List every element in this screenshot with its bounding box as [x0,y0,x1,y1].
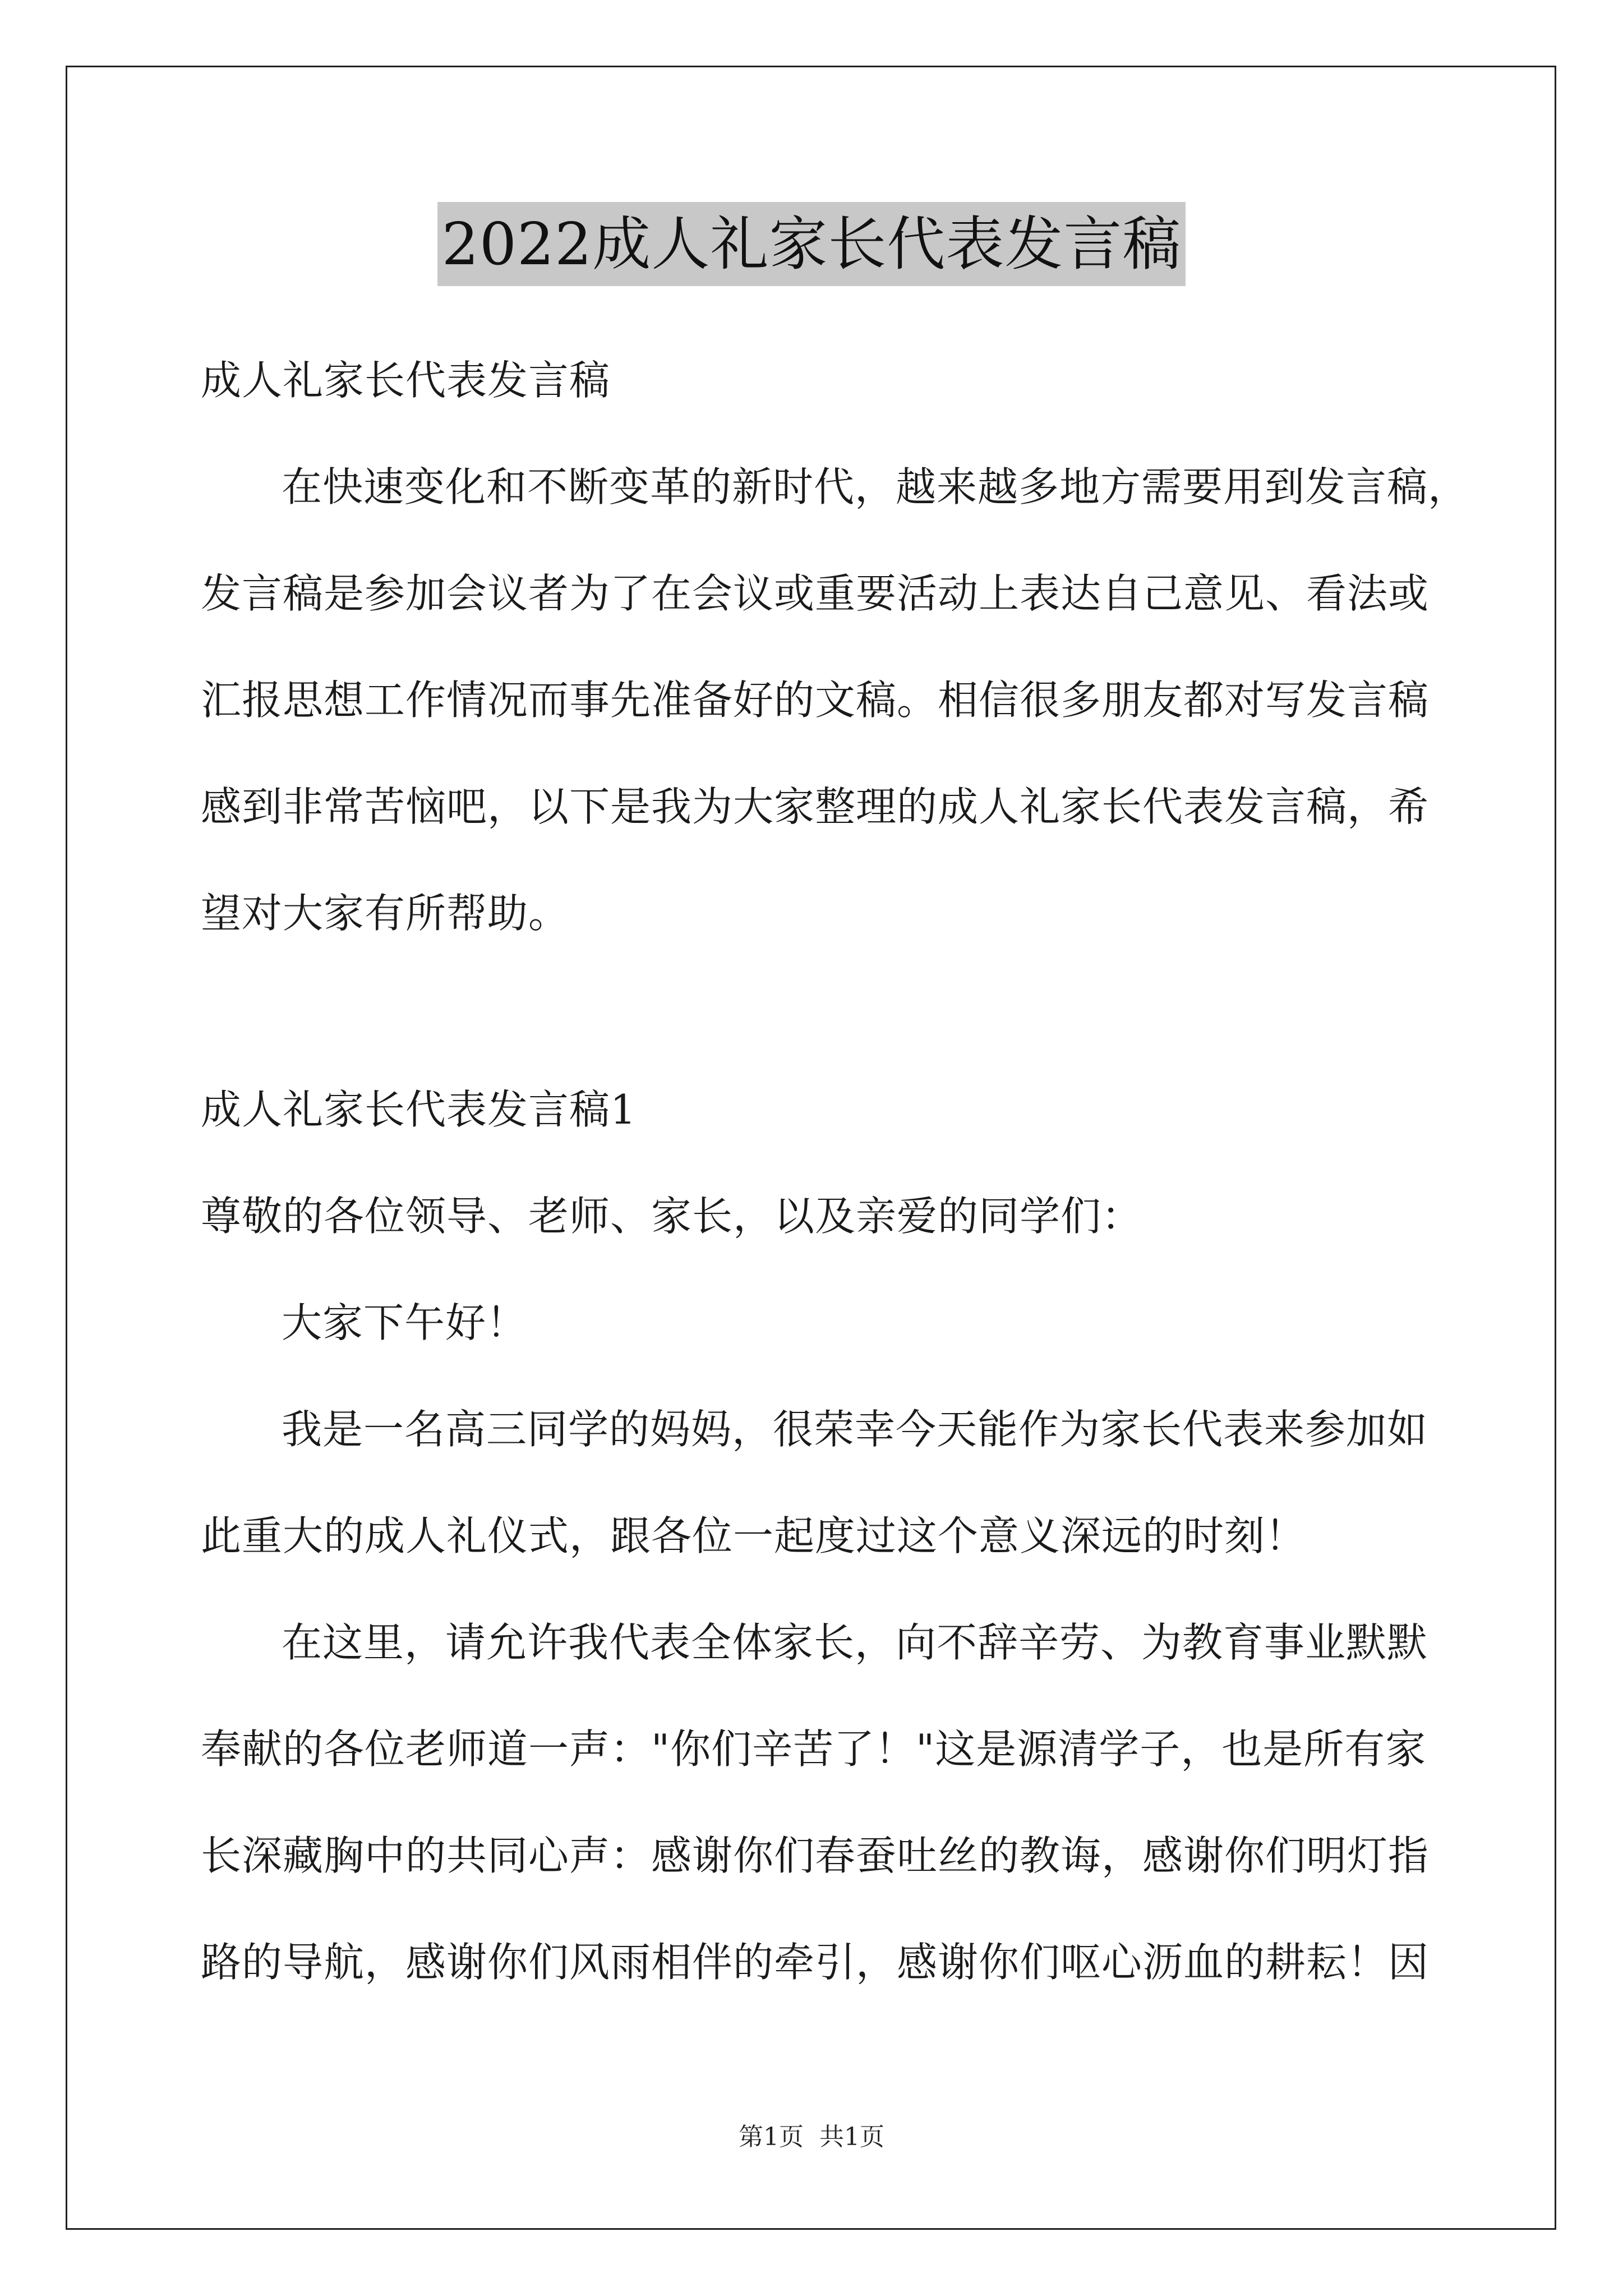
body-line-4: 奉献的各位老师道一声："你们辛苦了！"这是源清学子，也是所有家 [201,1726,1427,1773]
title-container [0,202,1623,286]
intro-line-2: 发言稿是参加会议者为了在会议或重要活动上表达自己意见、看法或 [201,570,1430,617]
body-line-6: 路的导航，感谢你们风雨相伴的牵引，感谢你们呕心沥血的耕耘！因 [201,1939,1430,1986]
section-heading-1: 成人礼家长代表发言稿1 [201,1086,637,1133]
intro-line-3: 汇报思想工作情况而事先准备好的文稿。相信很多朋友都对写发言稿 [201,677,1430,724]
subtitle-heading: 成人礼家长代表发言稿 [201,357,611,404]
intro-line-4: 感到非常苦恼吧，以下是我为大家整理的成人礼家长代表发言稿，希 [201,783,1430,830]
document-title: 2022成人礼家长代表发言稿 [437,202,1186,286]
greeting: 大家下午好！ [282,1299,528,1346]
page-number-current: 第1页 [739,2123,804,2151]
body-line-1: 我是一名高三同学的妈妈，很荣幸今天能作为家长代表来参加如 [282,1406,1428,1453]
intro-line-5: 望对大家有所帮助。 [201,890,570,937]
body-line-2: 此重大的成人礼仪式，跟各位一起度过这个意义深远的时刻！ [201,1512,1307,1559]
page-number-total: 共1页 [819,2123,884,2151]
intro-line-1: 在快速变化和不断变革的新时代，越来越多地方需要用到发言稿， [282,463,1469,510]
body-line-5: 长深藏胸中的共同心声：感谢你们春蚕吐丝的教诲，感谢你们明灯指 [201,1832,1430,1879]
body-line-3: 在这里，请允许我代表全体家长，向不辞辛劳、为教育事业默默 [282,1619,1428,1666]
salutation: 尊敬的各位领导、老师、家长，以及亲爱的同学们： [201,1193,1143,1240]
page-footer [0,2120,1623,2154]
